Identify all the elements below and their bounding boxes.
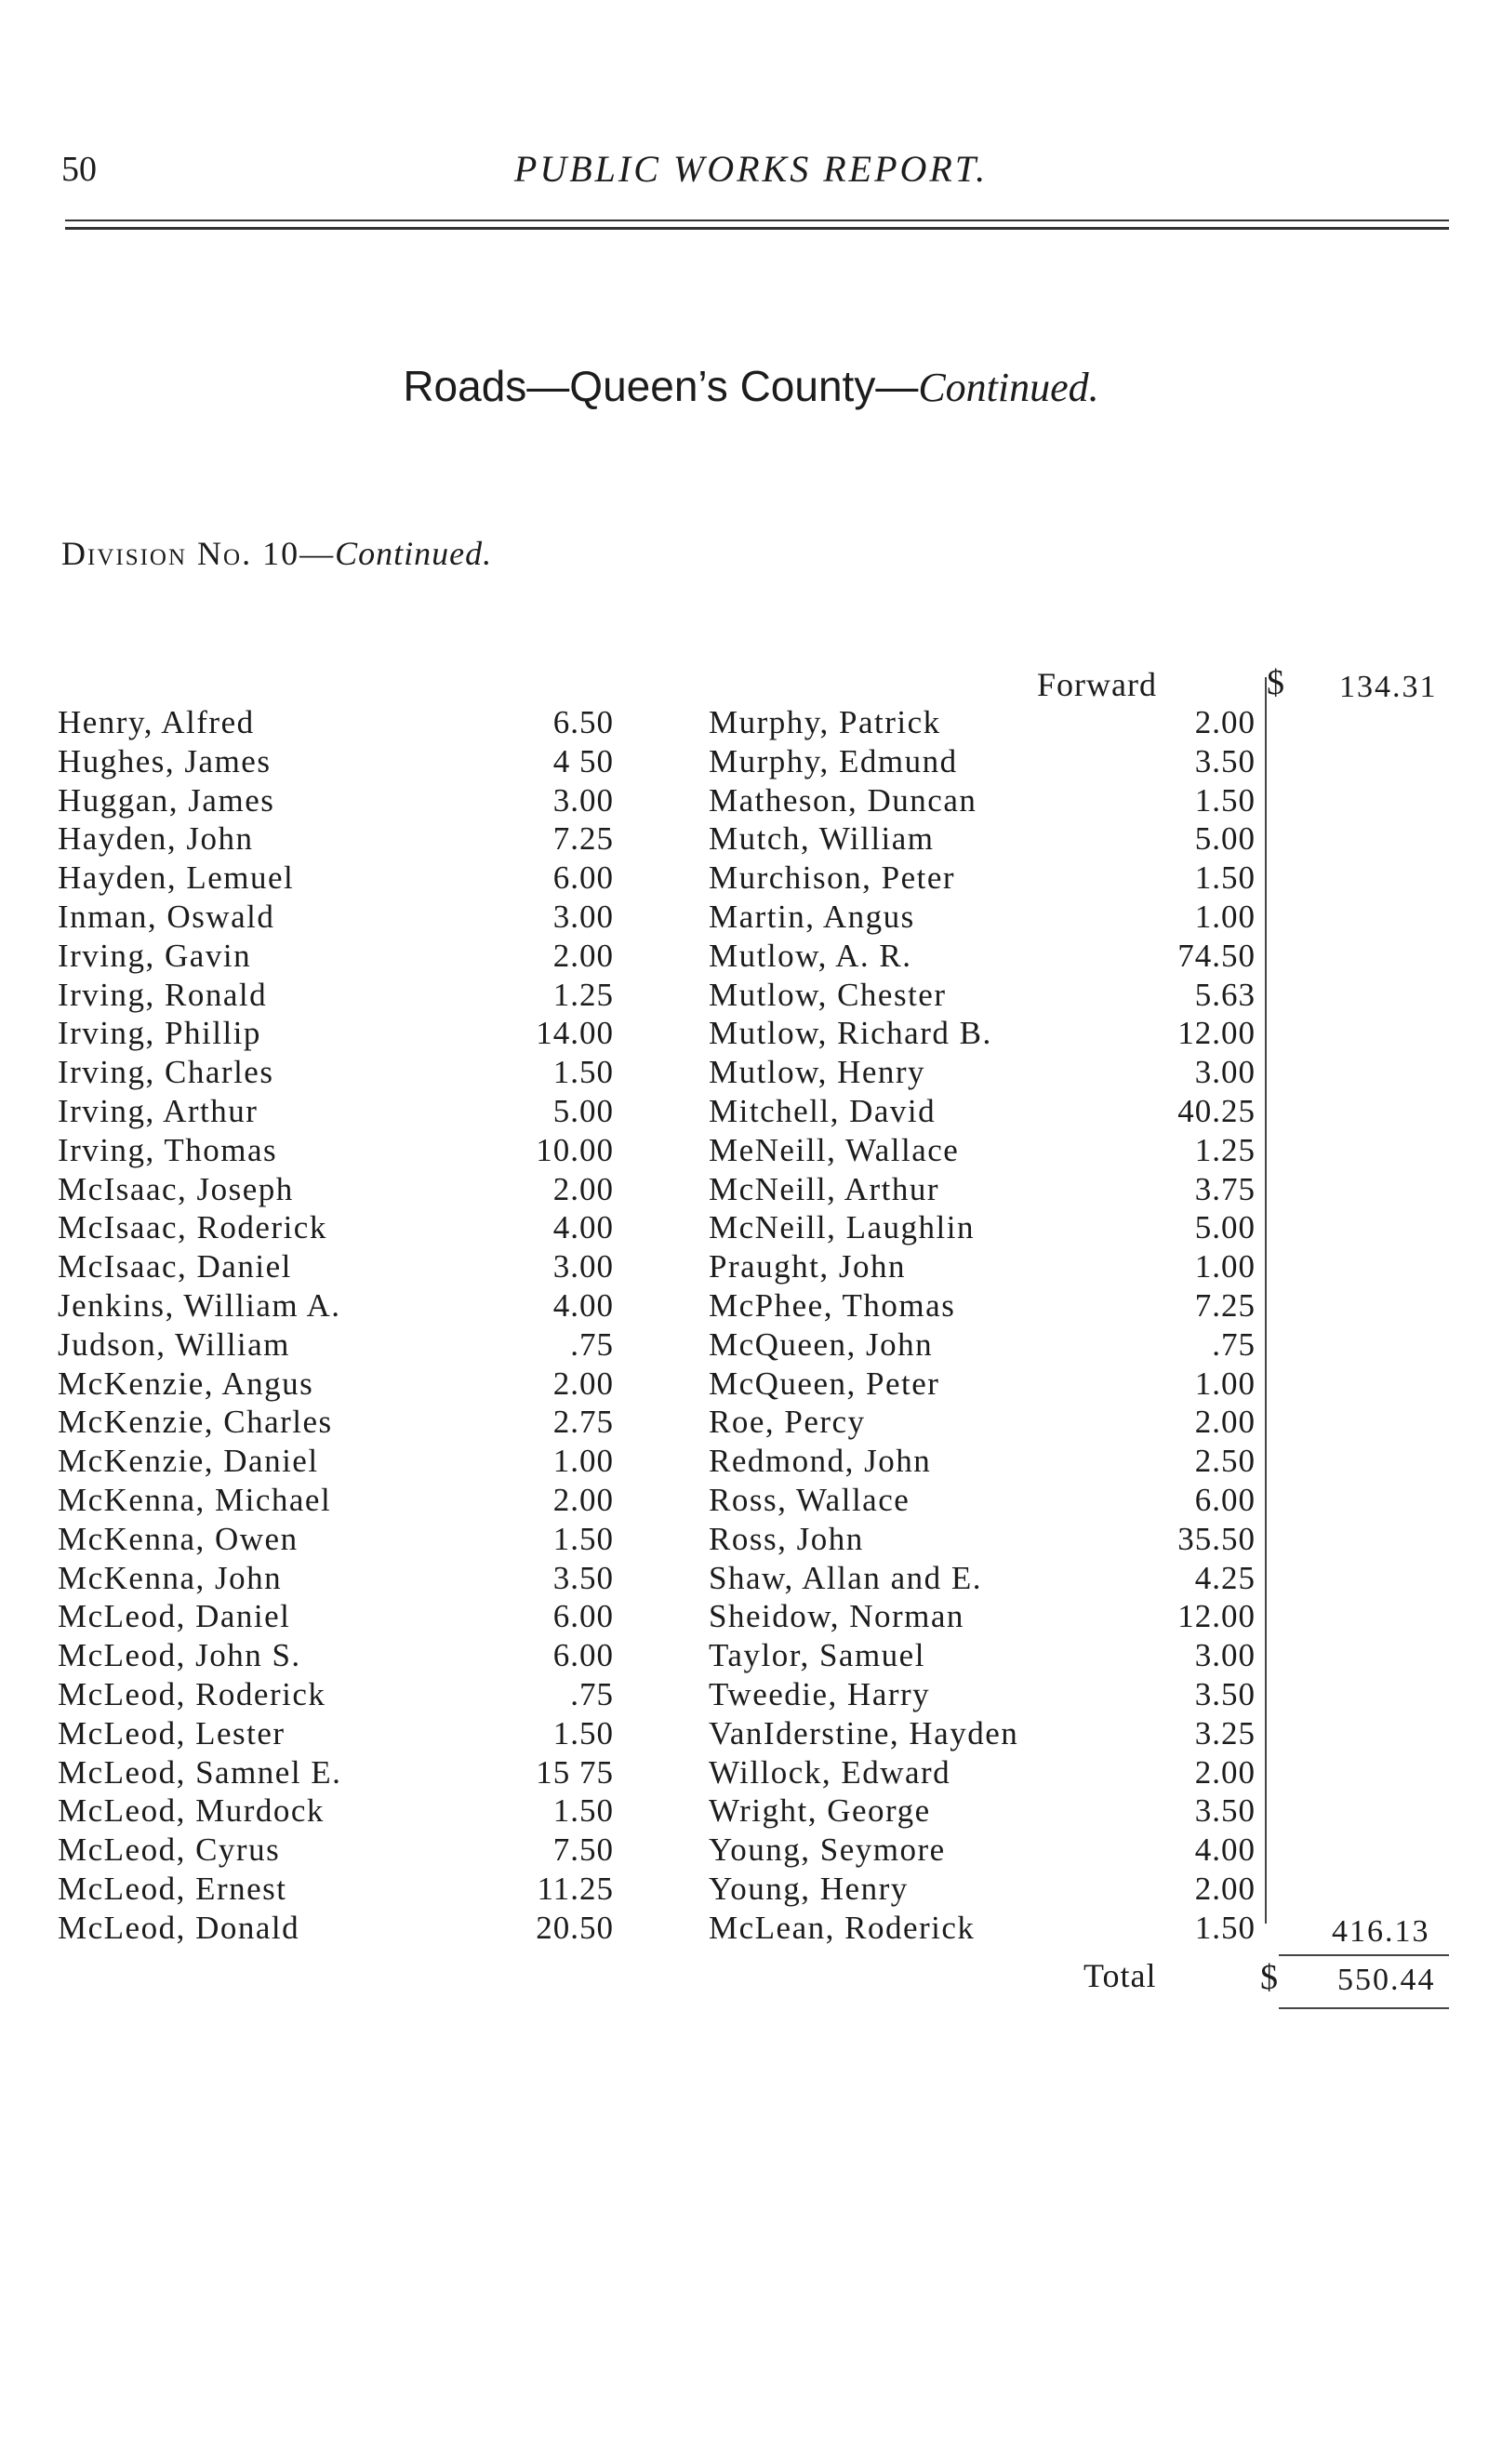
entry-name: MeNeill, Wallace <box>709 1131 960 1168</box>
division-number: 10— <box>262 535 336 572</box>
entry-name: Mutlow, Chester <box>709 976 947 1013</box>
entry-amount: 6.00 <box>552 1637 614 1674</box>
entry-amount: 2.00 <box>1194 1753 1256 1791</box>
entry-amount: 1.00 <box>552 1443 614 1480</box>
entry-name: Sheidow, Norman <box>709 1598 964 1635</box>
entry-name: Tweedie, Harry <box>709 1675 931 1712</box>
entry-amount: 1.50 <box>552 1792 614 1830</box>
entry-amount: 4.25 <box>1194 1559 1256 1596</box>
entry-amount: 7.25 <box>552 820 614 858</box>
header-rule-thin <box>65 220 1449 221</box>
entry-name: Murphy, Patrick <box>709 704 941 740</box>
entry-amount: 35.50 <box>1177 1520 1256 1557</box>
entry-amount: 6.00 <box>1194 1481 1256 1518</box>
entry-amount: 3.75 <box>1194 1170 1256 1207</box>
entry-name: Irving, Thomas <box>58 1131 278 1168</box>
entry-amount: 2.00 <box>1194 1870 1256 1907</box>
entry-name: Murphy, Edmund <box>709 742 958 779</box>
entry-amount: 14.00 <box>536 1015 614 1052</box>
forward-currency: $ <box>1267 663 1284 702</box>
entry-name: Praught, John <box>709 1248 906 1285</box>
entry-name: Judson, William <box>58 1325 290 1363</box>
entry-amount: 15 75 <box>536 1753 614 1791</box>
entry-amount: 2.00 <box>552 937 614 974</box>
entry-name: McKenna, Owen <box>58 1520 299 1557</box>
entry-name: Irving, Arthur <box>58 1092 259 1129</box>
entry-amount: 5.63 <box>1194 976 1256 1013</box>
entry-name: Irving, Phillip <box>58 1015 261 1052</box>
entry-amount: 2.00 <box>552 1365 614 1402</box>
entry-amount: .75 <box>570 1675 614 1712</box>
total-currency: $ <box>1260 1958 1278 1997</box>
total-rule <box>1279 2007 1449 2009</box>
header-rule-thick <box>65 227 1449 230</box>
entry-name: McKenzie, Daniel <box>58 1443 319 1480</box>
total-label: Total <box>1083 1957 1157 1994</box>
entry-amount: .75 <box>570 1325 614 1363</box>
entry-name: Irving, Ronald <box>58 976 268 1013</box>
division-heading <box>61 534 492 573</box>
left-amounts-column <box>493 703 614 1948</box>
entry-amount: 12.00 <box>1177 1015 1256 1052</box>
entry-name: McLeod, Lester <box>58 1714 286 1751</box>
entry-name: Taylor, Samuel <box>709 1637 925 1674</box>
entry-amount: 4 50 <box>552 742 614 779</box>
entry-name: Willock, Edward <box>709 1753 951 1791</box>
amount-column-rule <box>1265 677 1267 1924</box>
entry-amount: 20.50 <box>536 1909 614 1946</box>
entry-amount: 1.00 <box>1194 898 1256 935</box>
entry-amount: 3.00 <box>1194 1637 1256 1674</box>
entry-name: McKenna, John <box>58 1559 283 1596</box>
entry-name: Hayden, Lemuel <box>58 859 295 897</box>
entry-name: Irving, Charles <box>58 1054 274 1091</box>
entry-amount: 2.50 <box>1194 1443 1256 1480</box>
entry-amount: 5.00 <box>552 1092 614 1129</box>
entry-amount: 3.25 <box>1194 1714 1256 1751</box>
entry-amount: 3.50 <box>1194 1675 1256 1712</box>
entry-name: McIsaac, Roderick <box>58 1209 327 1246</box>
entry-name: Redmond, John <box>709 1443 932 1480</box>
entry-name: McLeod, Donald <box>58 1909 300 1946</box>
running-head: PUBLIC WORKS REPORT. <box>513 148 989 190</box>
entry-amount: 6.50 <box>552 704 614 740</box>
left-names-column <box>58 703 504 1948</box>
entry-name: McLeod, John S. <box>58 1637 301 1674</box>
page-number: 50 <box>61 150 97 189</box>
entry-name: McIsaac, Daniel <box>58 1248 292 1285</box>
entry-amount: 4.00 <box>552 1209 614 1246</box>
entry-name: McKenna, Michael <box>58 1481 332 1518</box>
entry-amount: 2.00 <box>552 1170 614 1207</box>
entry-amount: 3.50 <box>1194 1792 1256 1830</box>
subtotal-amount: 416.13 <box>1332 1914 1430 1949</box>
entry-name: McLeod, Samnel E. <box>58 1753 342 1791</box>
entry-name: Roe, Percy <box>709 1404 866 1441</box>
entry-name: Henry, Alfred <box>58 704 255 740</box>
entry-amount: 1.50 <box>1194 1909 1256 1946</box>
division-italic: Continued. <box>335 535 493 572</box>
forward-label: Forward <box>1037 666 1157 703</box>
entry-amount: 1.50 <box>552 1054 614 1091</box>
entry-amount: 7.50 <box>552 1831 614 1869</box>
entry-name: Huggan, James <box>58 781 275 819</box>
entry-amount: 1.50 <box>552 1714 614 1751</box>
entry-name: Ross, Wallace <box>709 1481 911 1518</box>
page-title <box>0 361 1502 411</box>
entry-name: Ross, John <box>709 1520 864 1557</box>
entry-name: McLeod, Cyrus <box>58 1831 281 1869</box>
entry-amount: 1.00 <box>1194 1365 1256 1402</box>
right-amounts-column <box>1116 703 1256 1948</box>
entry-name: McQueen, Peter <box>709 1365 940 1402</box>
entry-amount: 3.00 <box>552 1248 614 1285</box>
entry-name: Mutlow, A. R. <box>709 937 912 974</box>
entry-amount: 1.50 <box>552 1520 614 1557</box>
entry-name: Irving, Gavin <box>58 937 252 974</box>
entry-name: McLean, Roderick <box>709 1909 976 1946</box>
entry-amount: 6.00 <box>552 1598 614 1635</box>
entry-name: McLeod, Ernest <box>58 1870 287 1907</box>
entry-name: Murchison, Peter <box>709 859 956 897</box>
division-label: Division No. <box>61 535 253 572</box>
entry-amount: 5.00 <box>1194 1209 1256 1246</box>
entry-name: McKenzie, Charles <box>58 1404 333 1441</box>
entry-amount: 1.50 <box>1194 859 1256 897</box>
entry-name: McNeill, Laughlin <box>709 1209 976 1246</box>
entry-name: Mutlow, Henry <box>709 1054 926 1091</box>
subtotal-rule <box>1279 1954 1449 1956</box>
total-amount: 550.44 <box>1337 1963 1436 1997</box>
entry-name: McPhee, Thomas <box>709 1286 956 1324</box>
entry-amount: 1.50 <box>1194 781 1256 819</box>
entry-amount: 2.00 <box>1194 1404 1256 1441</box>
entry-name: McLeod, Roderick <box>58 1675 326 1712</box>
entry-amount: 7.25 <box>1194 1286 1256 1324</box>
entry-amount: 1.25 <box>1194 1131 1256 1168</box>
right-names-column <box>709 703 1136 1948</box>
entry-name: Shaw, Allan and E. <box>709 1559 982 1596</box>
entry-name: Wright, George <box>709 1792 931 1830</box>
entry-name: VanIderstine, Hayden <box>709 1714 1019 1751</box>
entry-amount: 2.75 <box>552 1404 614 1441</box>
entry-amount: 3.50 <box>1194 742 1256 779</box>
entry-name: Mutch, William <box>709 820 935 858</box>
entry-amount: 5.00 <box>1194 820 1256 858</box>
forward-amount: 134.31 <box>1339 670 1438 704</box>
entry-name: Hughes, James <box>58 742 272 779</box>
entry-name: McIsaac, Joseph <box>58 1170 294 1207</box>
entry-name: Inman, Oswald <box>58 898 275 935</box>
entry-amount: 11.25 <box>537 1870 614 1907</box>
entry-name: McNeill, Arthur <box>709 1170 940 1207</box>
entry-name: Martin, Angus <box>709 898 915 935</box>
entry-name: Hayden, John <box>58 820 254 858</box>
entry-name: Mitchell, David <box>709 1092 937 1129</box>
entry-amount: 40.25 <box>1177 1092 1256 1129</box>
entry-name: McKenzie, Angus <box>58 1365 314 1402</box>
entry-amount: 4.00 <box>552 1286 614 1324</box>
entry-amount: 74.50 <box>1177 937 1256 974</box>
entry-name: Young, Henry <box>709 1870 909 1907</box>
entry-name: Matheson, Duncan <box>709 781 977 819</box>
entry-amount: 3.00 <box>1194 1054 1256 1091</box>
entry-amount: 1.25 <box>552 976 614 1013</box>
entry-amount: 2.00 <box>552 1481 614 1518</box>
entry-name: McLeod, Daniel <box>58 1598 291 1635</box>
entry-amount: 4.00 <box>1194 1831 1256 1869</box>
entry-name: Mutlow, Richard B. <box>709 1015 992 1052</box>
entry-amount: .75 <box>1212 1325 1256 1363</box>
entry-name: Jenkins, William A. <box>58 1286 341 1324</box>
entry-name: McQueen, John <box>709 1325 934 1363</box>
entry-amount: 2.00 <box>1194 704 1256 740</box>
entry-amount: 3.50 <box>552 1559 614 1596</box>
title-main: Roads—Queen’s County— <box>403 362 919 410</box>
entry-name: McLeod, Murdock <box>58 1792 325 1830</box>
entry-name: Young, Seymore <box>709 1831 946 1869</box>
title-italic: Continued. <box>918 365 1099 410</box>
entry-amount: 10.00 <box>536 1131 614 1168</box>
entry-amount: 6.00 <box>552 859 614 897</box>
entry-amount: 1.00 <box>1194 1248 1256 1285</box>
entry-amount: 12.00 <box>1177 1598 1256 1635</box>
entry-amount: 3.00 <box>552 781 614 819</box>
entry-amount: 3.00 <box>552 898 614 935</box>
